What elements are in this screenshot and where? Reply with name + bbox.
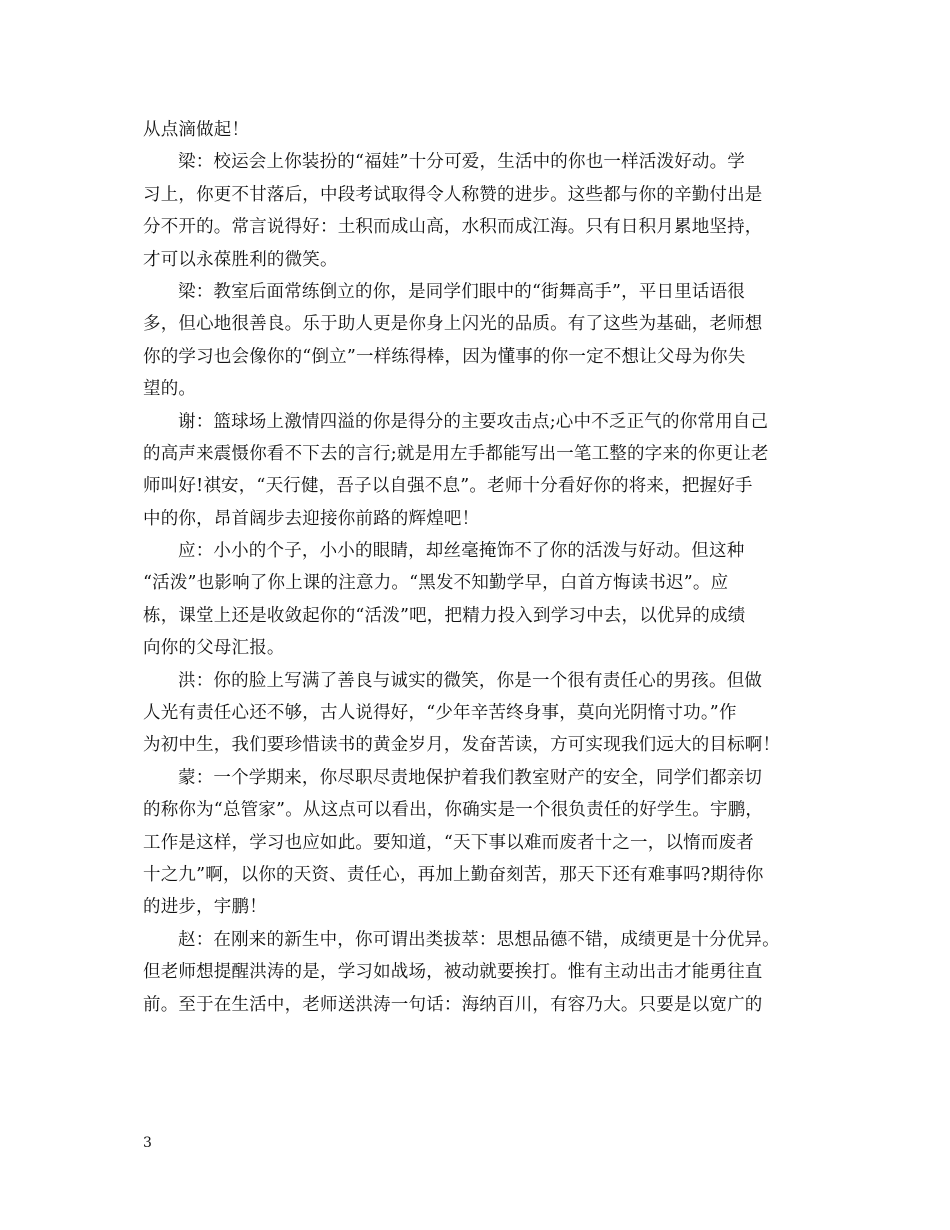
- text-line: 前。至于在生活中，老师送洪涛一句话：海纳百川，有容乃大。只要是以宽广的: [143, 994, 763, 1015]
- document-body: [143, 114, 823, 1021]
- text-line: 从点滴做起！: [143, 120, 250, 140]
- text-line: 为初中生，我们要珍惜读书的黄金岁月，发奋苦读，方可实现我们远大的目标啊！: [143, 735, 781, 756]
- text-line: 但老师想提醒洪涛的是，学习如战场，被动就要挨打。惟有主动出击才能勇往直: [143, 962, 763, 983]
- text-line: 习上，你更不甘落后，中段考试取得令人称赞的进步。这些都与你的辛勤付出是: [143, 184, 763, 205]
- text-line: 十之九”啊，以你的天资、责任心，再加上勤奋刻苦，那天下还有难事吗?期待你: [143, 864, 764, 885]
- text-line: 蒙：一个学期来，你尽职尽责地保护着我们教室财产的安全，同学们都亲切: [178, 767, 763, 788]
- text-line: 师叫好!祺安，“天行健，吾子以自强不息”。老师十分看好你的将来，把握好手: [143, 476, 753, 497]
- text-line: 应：小小的个子，小小的眼睛，却丝毫掩饰不了你的活泼与好动。但这种: [178, 541, 745, 562]
- text-line: 分不开的。常言说得好：土积而成山高，水积而成江海。只有日积月累地坚持，: [143, 217, 763, 238]
- text-line: 才可以永葆胜利的微笑。: [143, 249, 338, 270]
- text-line: 多，但心地很善良。乐于助人更是你身上闪光的品质。有了这些为基础，老师想: [143, 314, 763, 335]
- text-line: 的称你为“总管家”。从这点可以看出，你确实是一个很负责任的好学生。宇鹏，: [143, 800, 764, 821]
- text-line: 望的。: [143, 379, 197, 400]
- text-line: 的进步，宇鹏！: [143, 897, 267, 918]
- text-line: 工作是这样，学习也应如此。要知道，“天下事以难而废者十之一，以惰而废者: [143, 832, 754, 853]
- text-line: 中的你，昂首阔步去迎接你前路的辉煌吧！: [143, 508, 480, 529]
- text-line: 的高声来震慑你看不下去的言行;就是用左手都能写出一笔工整的字来的你更让老: [143, 443, 769, 464]
- text-line: 赵：在刚来的新生中，你可谓出类拔萃：思想品德不错，成绩更是十分优异。: [178, 929, 780, 950]
- text-line: 洪：你的脸上写满了善良与诚实的微笑，你是一个很有责任心的男孩。但做: [178, 670, 763, 691]
- text-line: 向你的父母汇报。: [143, 638, 285, 659]
- text-line: 栋，课堂上还是收敛起你的“活泼”吧，把精力投入到学习中去，以优异的成绩: [143, 605, 746, 626]
- text-line: “活泼”也影响了你上课的注意力。“黑发不知勤学早，白首方悔读书迟”。应: [143, 573, 729, 594]
- text-line: 梁：教室后面常练倒立的你，是同学们眼中的“街舞高手”，平日里话语很: [178, 281, 745, 302]
- page-number: 3: [143, 1135, 152, 1151]
- text-line: 人光有责任心还不够，古人说得好，“少年辛苦终身事，莫向光阴惰寸功。”作: [143, 703, 737, 724]
- text-line: 梁：校运会上你装扮的“福娃”十分可爱，生活中的你也一样活泼好动。学: [178, 152, 745, 173]
- text-line: 你的学习也会像你的“倒立”一样练得棒，因为懂事的你一定不想让父母为你失: [143, 346, 746, 367]
- text-line: 谢：篮球场上激情四溢的你是得分的主要攻击点;心中不乏正气的你常用自己: [178, 411, 769, 432]
